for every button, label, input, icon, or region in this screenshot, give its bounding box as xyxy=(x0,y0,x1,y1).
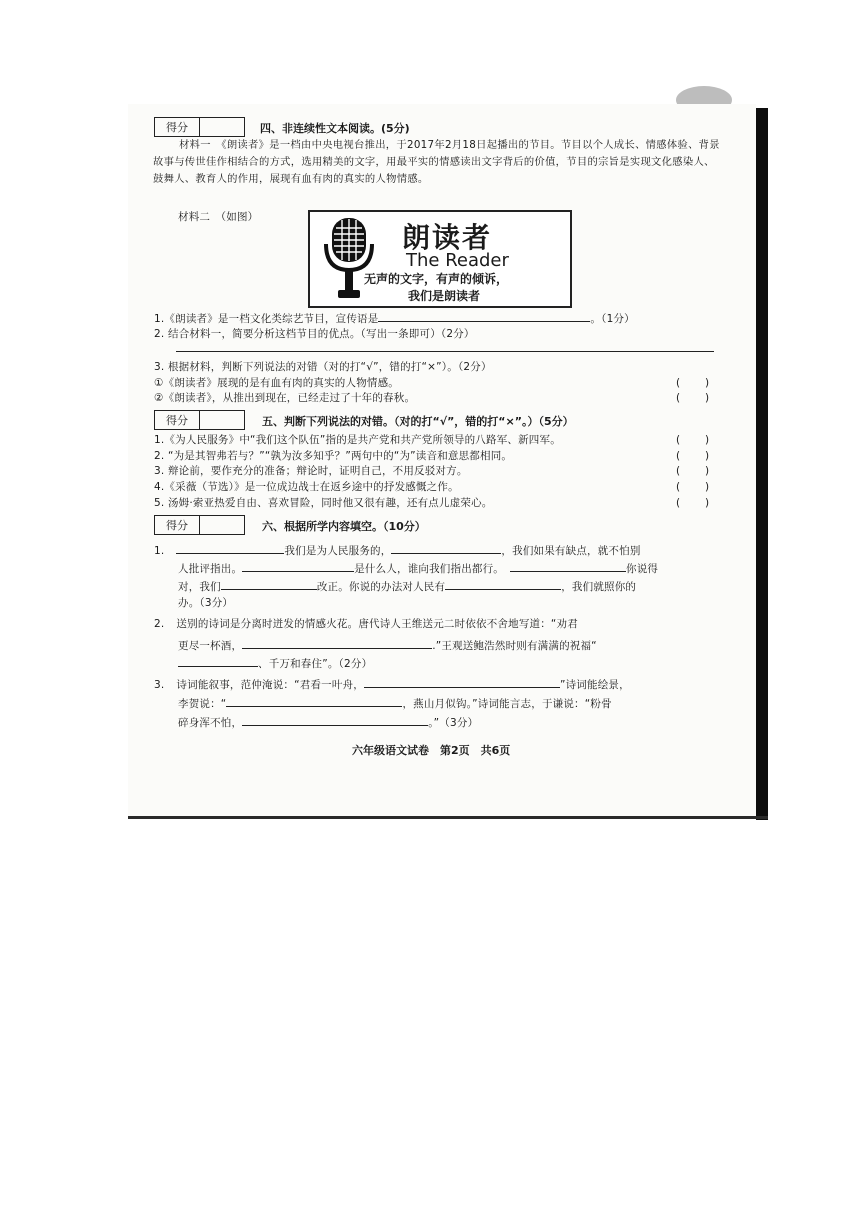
poster-title: 朗读者 xyxy=(402,221,493,254)
answer-blank[interactable] xyxy=(226,695,402,707)
fill-q1-line1 xyxy=(154,542,641,559)
question-4-2: 2. 结合材料一，简要分析这档节目的优点。（写出一条即可）（2分） xyxy=(154,328,475,340)
poster-slogan-2: 我们是朗读者 xyxy=(408,289,481,303)
answer-blank[interactable] xyxy=(391,542,501,554)
answer-parens[interactable]: ( ) xyxy=(676,450,710,462)
question-text: 、千万和春住”。（2分） xyxy=(258,658,373,670)
judge-item-5: 5. 汤姆·索亚热爱自由、喜欢冒险，同时他又很有趣，还有点儿虚荣心。 xyxy=(154,497,493,509)
answer-parens[interactable]: ( ) xyxy=(676,481,710,493)
scan-edge xyxy=(756,108,768,820)
question-4-3-item-1: ①《朗读者》展现的是有血有肉的真实的人物情感。 xyxy=(154,377,400,389)
score-blank[interactable] xyxy=(200,516,244,534)
judge-item-2: 2. “为是其智弗若与？”“孰为汝多知乎？”两句中的“为”读音和意思都相同。 xyxy=(154,450,513,462)
fill-q2-line2 xyxy=(178,637,597,654)
judge-item-3: 3. 辩论前，要作充分的准备；辩论时，证明自己，不用反驳对方。 xyxy=(154,465,468,477)
judge-item-1: 1.《为人民服务》中“我们这个队伍”指的是共产党和共产党所领导的八路军、新四军。 xyxy=(154,434,561,446)
answer-blank[interactable] xyxy=(178,655,258,667)
question-text: ，我们就照你的 xyxy=(561,581,637,593)
answer-blank[interactable] xyxy=(242,637,432,649)
answer-blank[interactable] xyxy=(176,542,284,554)
question-text: 李贺说：“ xyxy=(178,698,227,710)
fill-q3-line2 xyxy=(178,695,612,712)
question-text: .”王观送鲍浩然时则有满满的祝福“ xyxy=(432,640,597,652)
question-text: 我们是为人民服务的， xyxy=(284,545,392,557)
question-text: 。”（3分） xyxy=(428,717,479,729)
poster-slogan-1: 无声的文字，有声的倾诉， xyxy=(364,272,509,286)
question-4-1 xyxy=(154,310,635,327)
answer-blank[interactable] xyxy=(242,714,428,726)
microphone-icon xyxy=(316,214,386,304)
answer-blank[interactable] xyxy=(378,310,590,322)
question-text: 1.《朗读者》是一档文化类综艺节目，宣传语是 xyxy=(154,313,379,325)
question-text: 诗词能叙事，范仲淹说：“君看一叶舟， xyxy=(176,679,364,691)
section-4-title: 四、非连续性文本阅读。(5分) xyxy=(260,122,410,135)
reader-poster xyxy=(308,210,572,308)
fill-q1-line4: 办。（3分） xyxy=(178,597,234,609)
question-number: 1. xyxy=(154,545,165,557)
question-number: 3. xyxy=(154,679,165,691)
question-text: 更尽一杯酒， xyxy=(178,640,243,652)
fill-q3-line3 xyxy=(178,714,478,731)
fill-q2-line1 xyxy=(154,617,578,632)
answer-blank[interactable] xyxy=(364,676,560,688)
poster-subtitle: The Reader xyxy=(406,250,509,271)
judge-item-4: 4.《采薇（节选）》是一位成边战士在返乡途中的抒发感慨之作。 xyxy=(154,481,459,493)
score-box-6 xyxy=(154,515,245,535)
fill-q3-line1 xyxy=(154,676,630,693)
question-text: ，我们如果有缺点，就不怕别 xyxy=(501,545,641,557)
section-6-title: 六、根据所学内容填空。（10分） xyxy=(262,520,426,533)
fill-q1-line3 xyxy=(178,578,636,595)
section-5-title: 五、判断下列说法的对错。（对的打“√”，错的打“×”。）（5分） xyxy=(262,415,574,428)
score-box-5 xyxy=(154,410,245,430)
answer-parens[interactable]: ( ) xyxy=(676,377,710,389)
answer-blank[interactable] xyxy=(221,578,317,590)
scan-bottom-edge xyxy=(128,816,768,819)
material-2: 材料二 （如图） xyxy=(178,211,259,223)
question-score: 。（1分） xyxy=(590,313,635,325)
question-text: 你说得 xyxy=(626,563,659,575)
answer-blank[interactable] xyxy=(510,560,626,572)
page-footer: 六年级语文试卷 第2页 共6页 xyxy=(352,744,511,757)
question-text: ”诗词能绘景， xyxy=(559,679,630,691)
question-4-3: 3. 根据材料，判断下列说法的对错（对的打“√”，错的打“×”）。（2分） xyxy=(154,361,492,373)
question-text: 是什么人，谁向我们指出都行。 xyxy=(354,563,505,575)
answer-parens[interactable]: ( ) xyxy=(676,392,710,404)
score-blank[interactable] xyxy=(200,411,244,429)
score-label: 得分 xyxy=(155,516,200,534)
question-text: ，燕山月似钩。”诗词能言志，于谦说：“粉骨 xyxy=(402,698,612,710)
question-text: 送别的诗词是分离时迸发的情感火花。唐代诗人王维送元二时依依不舍地写道：“劝君 xyxy=(176,618,578,630)
answer-parens[interactable]: ( ) xyxy=(676,497,710,509)
question-text: 对，我们 xyxy=(178,581,221,593)
fill-q2-line3 xyxy=(178,655,372,672)
answer-blank[interactable] xyxy=(242,560,354,572)
score-blank[interactable] xyxy=(200,118,244,136)
answer-parens[interactable]: ( ) xyxy=(676,465,710,477)
question-4-3-item-2: ②《朗读者》，从推出到现在，已经走过了十年的春秋。 xyxy=(154,392,416,404)
score-label: 得分 xyxy=(155,118,200,136)
score-label: 得分 xyxy=(155,411,200,429)
material-1: 材料一 《朗读者》是一档由中央电视台推出，于2017年2月18日起播出的节目。节目以个人成长、情感体验、背景故事与传世佳作相结合的方式，选用精美的文字，用最平实的情感读出文字背后的价值，节目的宗旨是实现文化感染人、鼓舞人、教育人的作用，展现有血有肉的真实的人物情感。 xyxy=(153,139,720,185)
score-box-4 xyxy=(154,117,245,137)
question-text: 改正。你说的办法对人民有 xyxy=(316,581,446,593)
answer-blank[interactable] xyxy=(445,578,561,590)
answer-parens[interactable]: ( ) xyxy=(676,434,710,446)
question-text: 碎身浑不怕， xyxy=(178,717,243,729)
answer-line[interactable] xyxy=(176,351,714,352)
fill-q1-line2 xyxy=(178,560,658,577)
question-text: 人批评指出。 xyxy=(178,563,243,575)
question-number: 2. xyxy=(154,618,165,630)
